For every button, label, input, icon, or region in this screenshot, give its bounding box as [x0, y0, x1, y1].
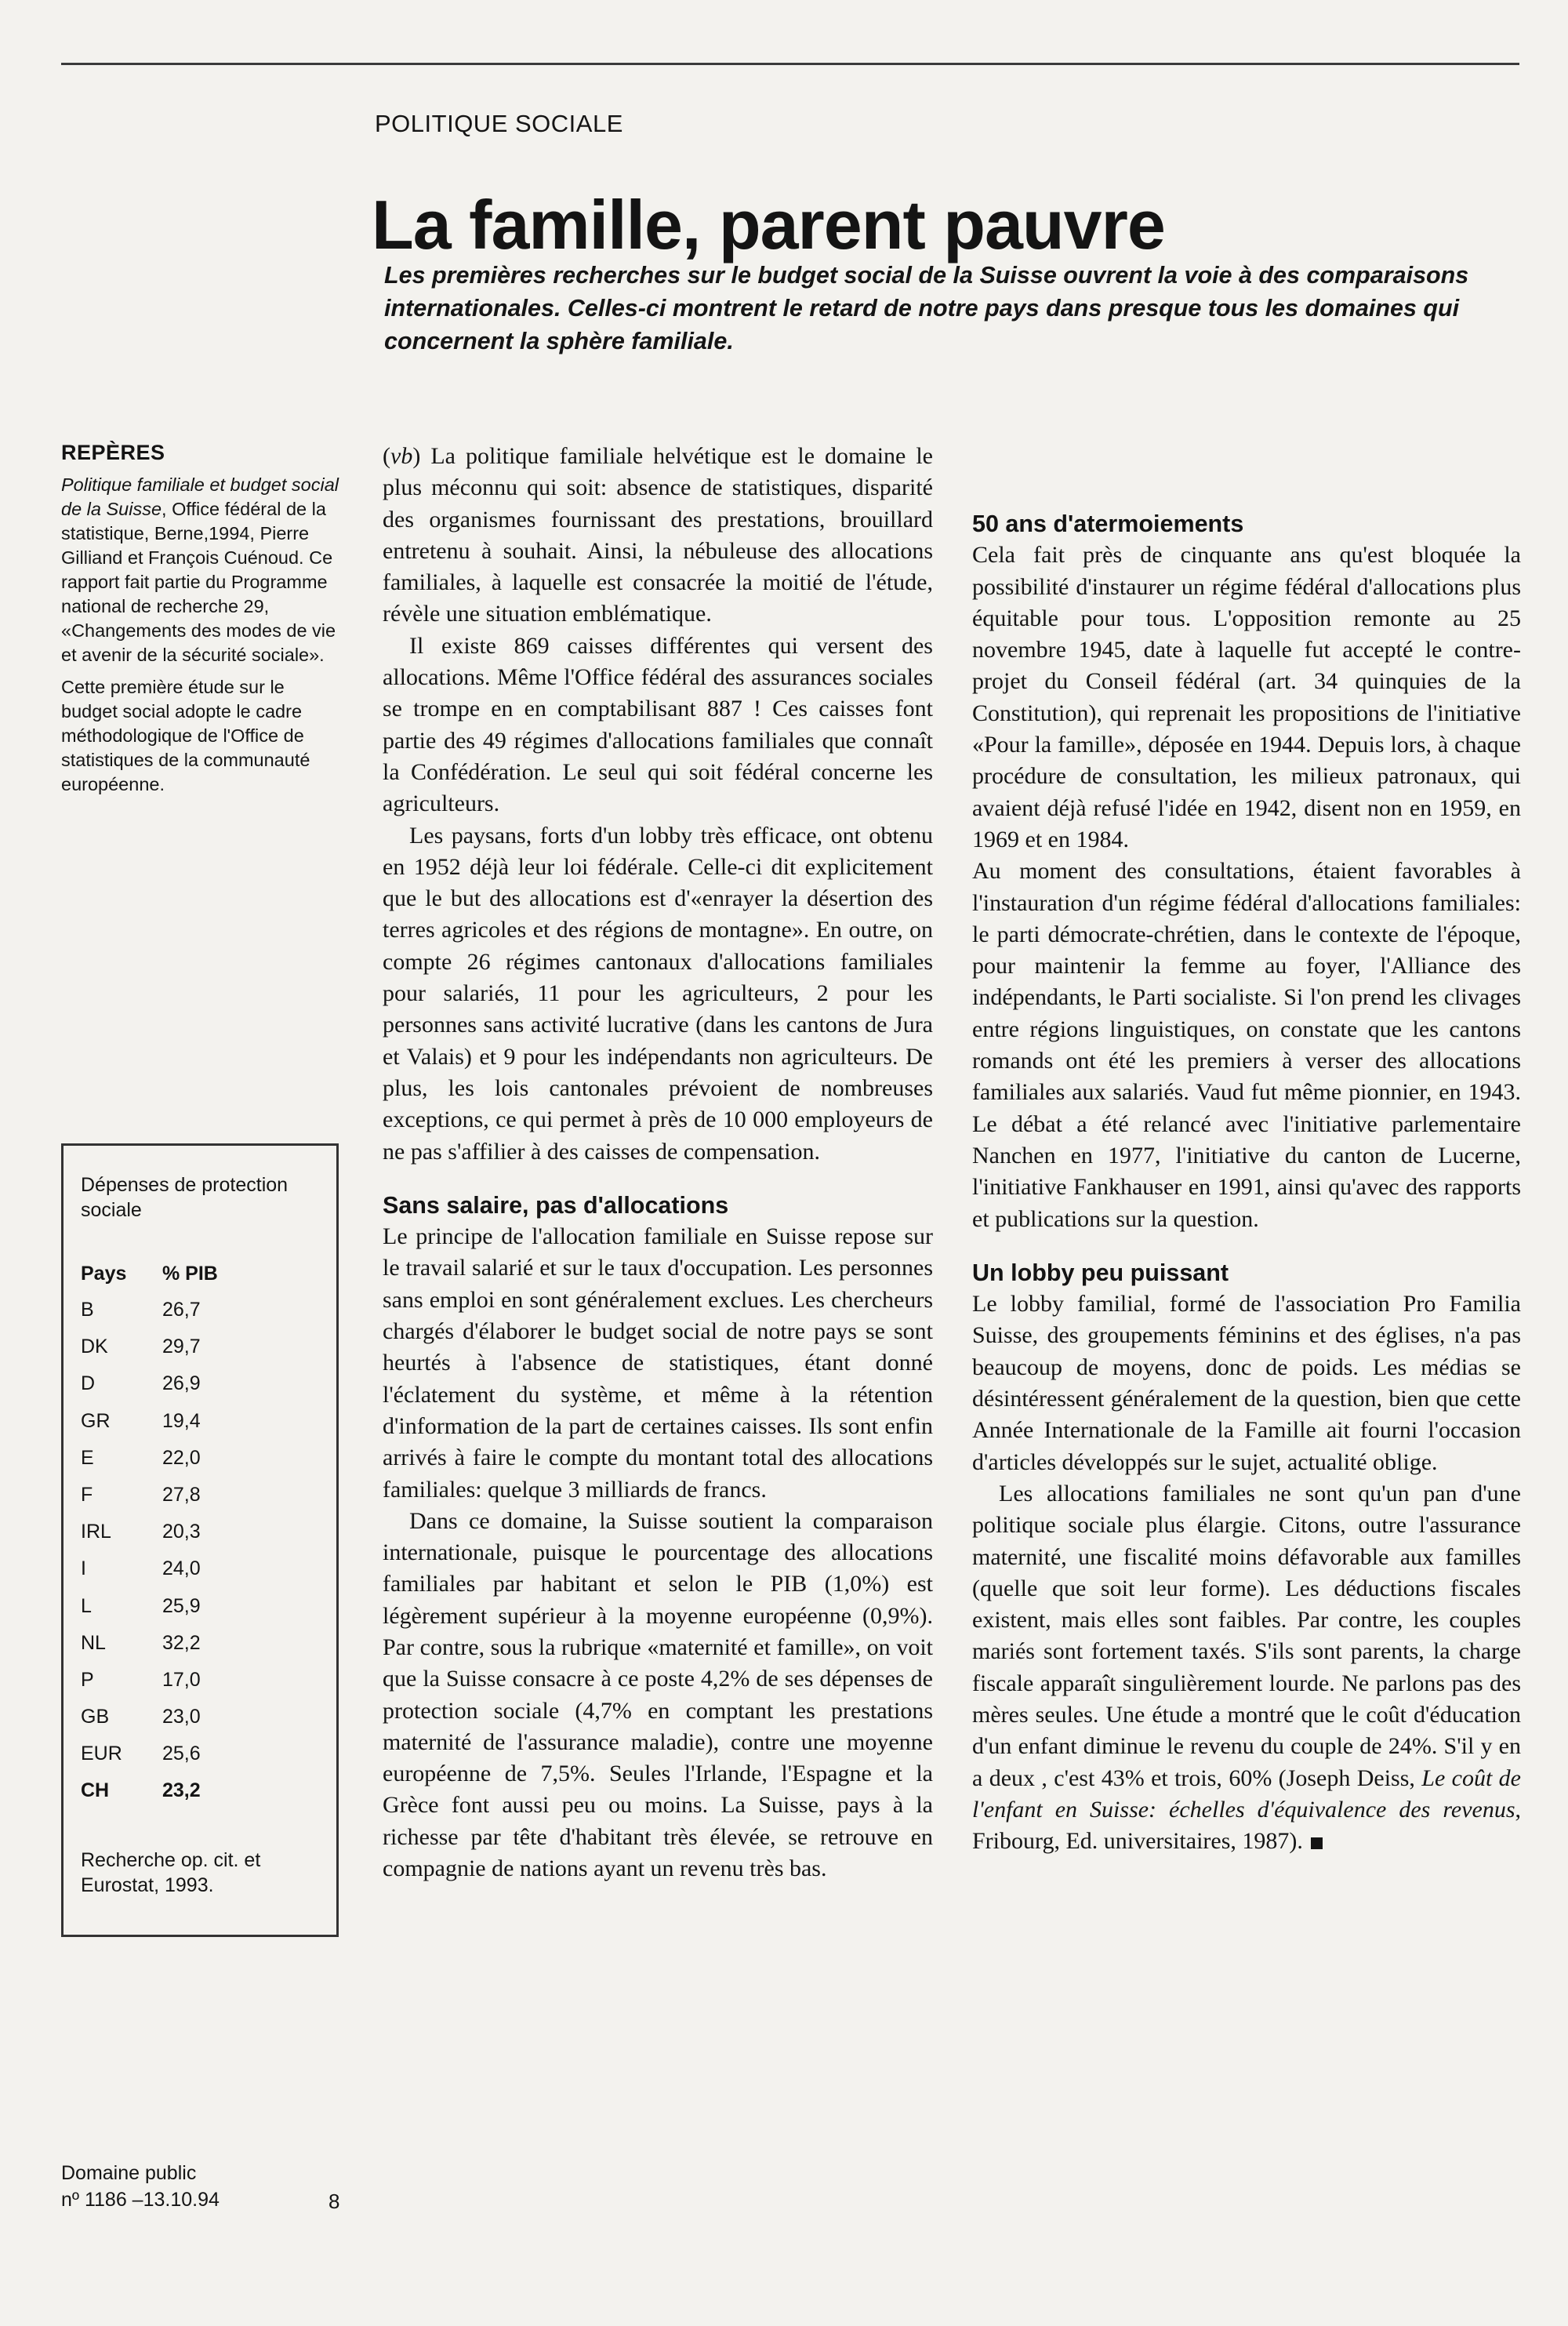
paren-close: ) [412, 443, 421, 469]
row-value: 24,0 [162, 1557, 201, 1580]
article-title: La famille, parent pauvre [372, 185, 1165, 263]
table-row [81, 1699, 322, 1735]
issue-number: nº 1186 –13.10.94 [61, 2189, 220, 2211]
subheading: 50 ans d'atermoiements [972, 511, 1244, 537]
table-row [81, 1625, 322, 1662]
row-country: GB [81, 1706, 110, 1728]
article-paragraph [972, 1478, 1521, 1858]
paren-open: ( [383, 443, 390, 469]
row-value: 26,9 [162, 1372, 201, 1395]
table-row [81, 1365, 322, 1402]
row-value: 25,9 [162, 1594, 201, 1617]
social-spending-table [61, 1143, 339, 1937]
row-country: I [81, 1557, 86, 1580]
article-paragraph: Dans ce domaine, la Suisse soutient la comparaison internationale, puisque le pourcentage des allocations familiales par habitant et selon le PIB (1,0%) est légèrement supérieur à la moyenne européenne (0,9%). Par contre, sous la rubrique «maternité et famille», on voit que la Suisse consacre à ce poste 4,2% de ses dépenses de protection sociale (4,7% en comptant les prestations maternité de l'assurance maladie), contre une moyenne européenne de 7,5%. Seules l'Irlande, l'Espagne et la Grèce font aussi peu ou moins. La Suisse, pays à la richesse par tête d'habitant très élevée, se retrouve en compagnie de nations ayant un revenu très bas. [383, 1507, 933, 1882]
table-row [81, 1328, 322, 1365]
table-row [81, 1514, 322, 1550]
table-row [81, 1662, 322, 1699]
table-row [81, 1588, 322, 1625]
table-row [81, 1735, 322, 1772]
article-lead: Les premières recherches sur le budget social de la Suisse ouvrent la voie à des comparaisons internationales. Celles-ci montrent le retard de notre pays dans presque tous les domaines qui concernent la sphère familiale. [384, 262, 1469, 354]
page-footer [61, 2160, 351, 2213]
author-initials: vb [390, 443, 413, 469]
row-country: P [81, 1668, 94, 1691]
article-paragraph: Le principe de l'allocation familiale en Suisse repose sur le travail salarié et sur le taux d'occupation. Les personnes sans emploi en sont généralement exclues. Les chercheurs chargés d'élaborer le budget social de notre pays se sont heurtés à l'absence de statistiques, étant donné l'éclatement du système, et même à la rétention d'information de la part de certaines caisses. Ils sont enfin arrivés à faire le compte du montant total des allocations familiales: quelque 3 milliards de francs. [383, 1223, 933, 1503]
table-row [81, 1550, 322, 1587]
paragraph-text: , Fribourg, Ed. universitaires, 1987). [972, 1796, 1521, 1855]
article-column-1 [383, 441, 933, 1884]
row-country: CH [81, 1779, 110, 1802]
reference-title: Politique familiale et budget social de la Suisse [61, 474, 339, 519]
article-paragraph: Le lobby familial, formé de l'association Pro Familia Suisse, des groupements féminins et des églises, n'a pas beaucoup de moyens, donc de poids. Les médias se désintéressent généralement de la question, bien que cette Année Internationale de la Famille ait fourni l'occasion d'articles développés sur le sujet, actualité oblige. [972, 1291, 1521, 1475]
row-value: 20,3 [162, 1521, 201, 1543]
section-rubric: POLITIQUE SOCIALE [375, 110, 623, 137]
table-row [81, 1403, 322, 1440]
row-value: 25,6 [162, 1743, 201, 1765]
table-row [81, 1477, 322, 1514]
reference-details: , Office fédéral de la statistique, Berne,1994, Pierre Gilliand et François Cuénoud. Ce rapport fait partie du Programme national de recherche 29, «Changements des modes de vie et avenir de la sécurité sociale». [61, 499, 336, 665]
table-row [81, 1440, 322, 1477]
publication-name: Domaine public [61, 2162, 197, 2184]
table-header [81, 1256, 322, 1292]
row-value: 19,4 [162, 1409, 201, 1432]
row-value: 23,2 [162, 1779, 201, 1802]
article-paragraph: Au moment des consultations, étaient favorables à l'instauration d'un régime fédéral d'allocations familiales: le parti démocrate-chrétien, dans le contexte de l'époque, pour maintenir la femme au foyer, l'Alliance des indépendants, le Parti socialiste. Si l'on prend les clivages entre régions linguistiques, on constate que les cantons romands ont été les premiers à verser des allocations familiales aux salariés. Vaud fut même pionnier, en 1943. Le débat a été relancé avec l'initiative parlementaire Nanchen en 1977, l'initiative du canton de Lucerne, l'initiative Fankhauser en 1991, ainsi qu'avec des rapports et publications sur la question. [972, 858, 1521, 1232]
row-country: DK [81, 1336, 108, 1358]
row-value: 23,0 [162, 1706, 201, 1728]
end-mark [1311, 1837, 1323, 1849]
row-value: 26,7 [162, 1299, 201, 1321]
row-value: 22,0 [162, 1446, 201, 1469]
sidebar-heading: REPÈRES [61, 441, 165, 464]
subheading: Un lobby peu puissant [972, 1259, 1229, 1286]
row-value: 32,2 [162, 1631, 201, 1654]
row-country: NL [81, 1631, 106, 1654]
header-value: % PIB [162, 1263, 218, 1285]
row-country: EUR [81, 1743, 122, 1765]
article-paragraph [383, 441, 933, 631]
table-row [81, 1772, 322, 1809]
row-value: 27,8 [162, 1483, 201, 1506]
article-paragraph: Il existe 869 caisses différentes qui versent des allocations. Même l'Office fédéral des assurances sociales se trompe en en comptabilisant 887 ! Ces caisses font partie des 49 régimes d'allocations familiales que connaît la Confédération. Le seul qui soit fédéral concerne les agriculteurs. [383, 632, 933, 817]
row-country: L [81, 1594, 92, 1617]
sidebar-reperes [61, 441, 343, 805]
row-country: GR [81, 1409, 111, 1432]
table-source: Recherche op. cit. et Eurostat, 1993. [81, 1848, 261, 1896]
subheading: Sans salaire, pas d'allocations [383, 1191, 729, 1219]
row-country: B [81, 1299, 94, 1321]
row-country: IRL [81, 1521, 111, 1543]
row-value: 17,0 [162, 1668, 201, 1691]
table-row [81, 1292, 322, 1328]
sidebar-note: Cette première étude sur le budget social adopte le cadre méthodologique de l'Office de statistiques de la communauté européenne. [61, 677, 310, 794]
row-country: F [81, 1483, 93, 1506]
header-country: Pays [81, 1263, 127, 1285]
top-rule [61, 63, 1519, 65]
row-country: D [81, 1372, 96, 1395]
row-value: 29,7 [162, 1336, 201, 1358]
book-title: Le coût de l'enfant en Suisse: échelles d'équivalence des revenus [972, 1764, 1521, 1823]
page-number: 8 [328, 2190, 340, 2213]
table-title: Dépenses de protection sociale [81, 1174, 289, 1221]
paragraph-text: La politique familiale helvétique est le domaine le plus méconnu qui soit: absence de statistiques, disparité des organismes fournissant des prestations, brouillard entretenu à souhait. Ainsi, la nébuleuse des allocations familiales, à laquelle est consacrée la moitié de l'étude, révèle une situation emblématique. [383, 443, 933, 627]
article-paragraph: Les paysans, forts d'un lobby très efficace, ont obtenu en 1952 déjà leur loi fédérale. Celle-ci dit explicitement que le but des allocations est d'«enrayer la désertion des terres agricoles et des régions de montagne». En outre, on compte 26 régimes cantonaux d'allocations familiales pour salariés, 11 pour les agriculteurs, 2 pour les personnes sans activité lucrative (dans les cantons de Jura et Valais) et 9 pour les indépendants non agriculteurs. De plus, les lois cantonales prévoient de nombreuses exceptions, ce qui permet à près de 10 000 employeurs de ne pas s'affilier à des caisses de compensation. [383, 822, 933, 1165]
row-country: E [81, 1446, 94, 1469]
sidebar-reference [61, 473, 343, 667]
article-paragraph: Cela fait près de cinquante ans qu'est bloquée la possibilité d'instaurer un régime fédéral d'allocations plus équitable pour tous. L'opposition remonte au 25 novembre 1945, date à laquelle fut accepté le contre-projet du Conseil fédéral (art. 34 quinquies de la Constitution), qui reprenait les propositions de l'initiative «Pour la famille», déposée en 1944. Depuis lors, à chaque procédure de consultation, les milieux patronaux, qui avaient déjà refusé l'idée en 1942, disent non en 1959, en 1969 et en 1984. [972, 542, 1521, 852]
paragraph-text: Les allocations familiales ne sont qu'un pan d'une politique sociale plus élargie. Citons, outre l'assurance maternité, une fiscalité moins défavorable aux familles (quelle que soit leur forme). Les déductions fiscales existent, mais elles sont faibles. Par contre, les couples mariés sont fortement taxés. S'ils sont parents, la charge fiscale apparaît singulièrement lourde. Ne parlons pas des mères seules. Une étude a montré que le coût d'éducation d'un enfant diminue le revenu du couple de 24%. S'il y en a deux , c'est 43% et trois, 60% (Joseph Deiss, [972, 1480, 1521, 1791]
article-column-2 [972, 441, 1521, 1857]
